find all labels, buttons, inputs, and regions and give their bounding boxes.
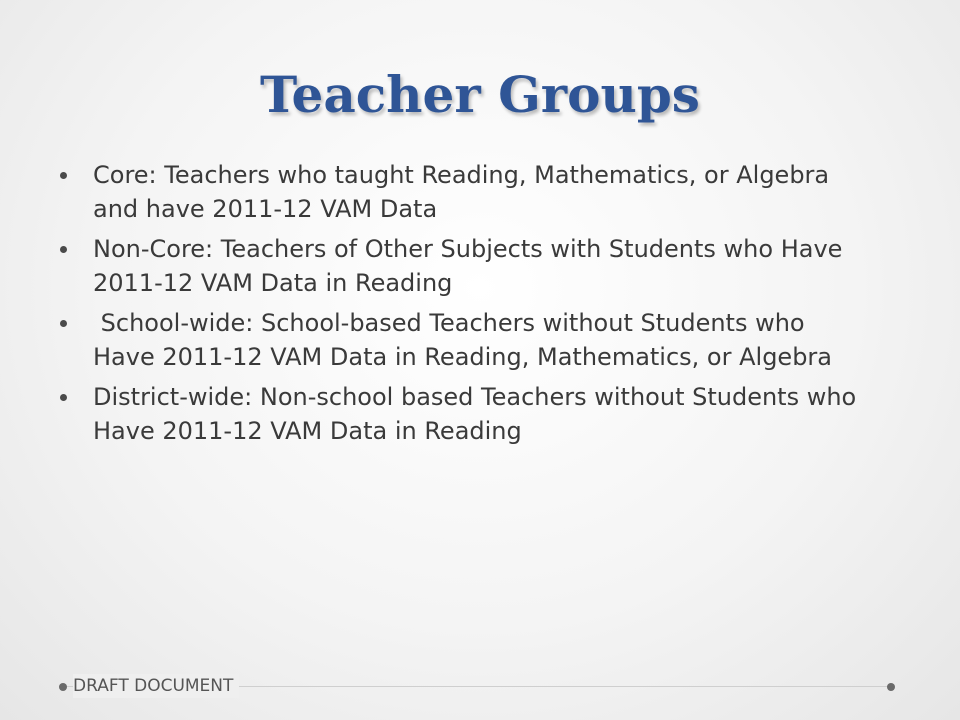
footer-label: DRAFT DOCUMENT bbox=[73, 674, 239, 698]
bullet-item bbox=[60, 158, 860, 226]
bullet-text: Core: Teachers who taught Reading, Mathematics, or Algebra and have 2011-12 VAM Data bbox=[93, 161, 830, 223]
bullet-dot-icon bbox=[60, 172, 67, 179]
bullet-text: Non-Core: Teachers of Other Subjects with Students who Have 2011-12 VAM Data in Reading bbox=[93, 235, 843, 297]
footer-left-dot-icon bbox=[59, 683, 67, 691]
bullet-list bbox=[60, 158, 860, 454]
bullet-item bbox=[60, 306, 860, 374]
bullet-item bbox=[60, 380, 860, 448]
bullet-text: District-wide: Non-school based Teachers without Students who Have 2011-12 VAM Data in Reading bbox=[93, 383, 857, 445]
bullet-dot-icon bbox=[60, 394, 67, 401]
footer-right-dot-icon bbox=[887, 683, 895, 691]
bullet-item bbox=[60, 232, 860, 300]
bullet-dot-icon bbox=[60, 246, 67, 253]
bullet-text: School-wide: School-based Teachers without Students who Have 2011-12 VAM Data in Reading, Mathematics, or Algebra bbox=[93, 309, 833, 371]
slide-title: Teacher Groups bbox=[260, 65, 700, 124]
bullet-dot-icon bbox=[60, 320, 67, 327]
